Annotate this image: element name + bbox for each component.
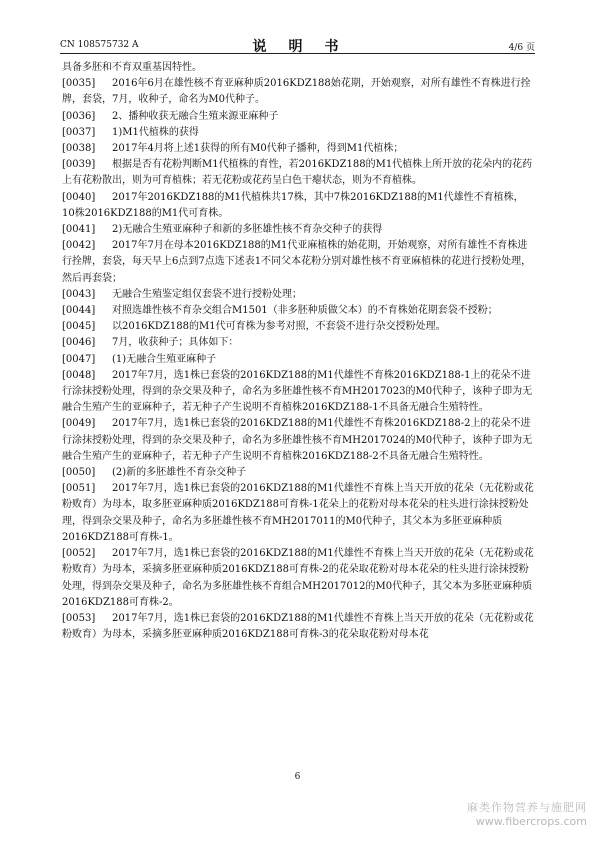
paragraph <box>62 319 536 335</box>
patent-number: CN 108575732 A <box>60 40 139 50</box>
paragraph <box>62 157 536 189</box>
paragraph <box>62 352 536 368</box>
paragraph-text: 2)无融合生殖亚麻种子和新的多胚雄性核不育杂交种子的获得 <box>112 224 383 236</box>
paragraph-text: 1)M1代植株的获得 <box>112 126 199 138</box>
paragraph <box>62 125 536 141</box>
paragraph-text: 2、播种收获无融合生殖来源亚麻种子 <box>112 110 279 122</box>
paragraph-text: 2017年2016KDZ188的M1代植株共17株，其中7株2016KDZ188的M1代雄性不育植株，10株2016KDZ188的M1代可育株。 <box>62 191 524 219</box>
paragraph-text: 2017年7月，选1株已套袋的2016KDZ188的M1代雄性不育株上当天开放的花朵（无花粉或花粉败育）为母本，采摘多胚亚麻种质2016KDZ188可育株-2的花朵取花粉对母本花朵的柱头进行涂抹授粉处理，得到杂交果及种子，命名为多胚雄性核不育组合MH2017012的M0代种子，其父本为多胚亚麻种质2016KDZ188可育株-2。 <box>62 548 534 608</box>
paragraph <box>62 368 536 417</box>
paragraph-text: 2016年6月在雄性核不育亚麻种质2016KDZ188始花期，开始观察，对所有雄性不育株进行拴牌，套袋，7月，收种子，命名为M0代种子。 <box>62 78 531 106</box>
paragraph-number: [0040] <box>62 191 96 203</box>
paragraph-text: 根据是否有花粉判断M1代植株的育性，若2016KDZ188的M1代植株上所开放的花朵内的花药上有花粉散出，则为可育植株；若无花粉或花药呈白色干瘪状态，则为不育植株。 <box>62 159 533 187</box>
watermark <box>467 799 587 828</box>
paragraph <box>62 222 536 238</box>
paragraph-number: [0048] <box>62 369 96 381</box>
paragraph <box>62 335 536 351</box>
paragraph-text: (2)新的多胚雄性不育杂交种子 <box>112 467 247 479</box>
paragraph-number: [0036] <box>62 110 96 122</box>
paragraph-number: [0042] <box>62 240 96 252</box>
paragraph <box>62 465 536 481</box>
paragraph-text: 2017年7月，选1株已套袋的2016KDZ188的M1代雄性不育株2016KDZ188-2上的花朵不进行涂抹授粉处理，得到的杂交果及种子，命名为多胚雄性核不育MH2017024的M0代种子，该种子即为无融合生殖产生的亚麻种子，若无种子产生说明不育植株2016KDZ188-2不具备无融合生殖特性。 <box>62 418 533 462</box>
paragraph <box>62 141 536 157</box>
paragraph-number: [0046] <box>62 337 96 349</box>
paragraph-number: [0045] <box>62 321 96 333</box>
paragraph-number: [0049] <box>62 418 96 430</box>
paragraph-text: (1)无融合生殖亚麻种子 <box>112 353 217 365</box>
paragraph-text: 2017年7月，选1株已套袋的2016KDZ188的M1代雄性不育株上当天开放的花朵（无花粉或花粉败育）为母本，取多胚亚麻种质2016KDZ188可育株-1花朵上的花粉对母本花朵的柱头进行涂抹授粉处理，得到杂交果及种子，命名为多胚雄性核不育MH2017011的M0代种子，其父本为多胚亚麻种质2016KDZ188可育株-1。 <box>62 483 534 543</box>
paragraph <box>62 416 536 465</box>
paragraph-number: [0035] <box>62 78 96 90</box>
paragraph-text: 2017年4月将上述1获得的所有M0代种子播种，得到M1代植株； <box>112 143 404 155</box>
watermark-title: 麻类作物营养与施肥网 <box>467 801 587 814</box>
paragraph-number: [0038] <box>62 143 96 155</box>
paragraph-number: [0044] <box>62 305 96 317</box>
paragraph-number: [0041] <box>62 224 96 236</box>
paragraph-text: 对照选雄性核不育杂交组合M1501（非多胚种质做父本）的不育株始花期套袋不授粉； <box>112 305 498 317</box>
paragraph-number: [0047] <box>62 353 96 365</box>
paragraph-text: 2017年7月在母本2016KDZ188的M1代亚麻植株的始花期，开始观察，对所有雄性不育株进行拴牌，套袋，每天早上6点到7点选下述表1不同父本花粉分别对雄性核不育亚麻植株的花进行授粉处理，然后再套袋； <box>62 240 532 284</box>
paragraph-number: [0039] <box>62 159 96 171</box>
paragraph <box>62 76 536 108</box>
paragraph <box>62 60 536 76</box>
paragraph-text: 7月，收获种子；具体如下： <box>112 337 239 349</box>
paragraph-text: 以2016KDZ188的M1代可育株为参考对照，不套袋不进行杂交授粉处理。 <box>112 321 446 333</box>
paragraph-number: [0050] <box>62 467 96 479</box>
document-body <box>62 60 536 643</box>
paragraph <box>62 287 536 303</box>
paragraph <box>62 303 536 319</box>
paragraph <box>62 190 536 222</box>
paragraph <box>62 238 536 287</box>
paragraph <box>62 109 536 125</box>
paragraph <box>62 481 536 546</box>
document-title: 说 明 书 <box>252 39 343 55</box>
paragraph-text: 无融合生殖鉴定组仅套袋不进行授粉处理； <box>112 288 302 300</box>
paragraph <box>62 546 536 611</box>
page-indicator: 4/6 页 <box>508 43 535 53</box>
header-rule <box>60 53 535 54</box>
paragraph-number: [0053] <box>62 612 96 624</box>
paragraph-number: [0051] <box>62 483 96 495</box>
page-number: 6 <box>294 772 301 782</box>
paragraph-number: [0037] <box>62 126 96 138</box>
watermark-url: www.fibercrops.com <box>475 815 587 828</box>
paragraph <box>62 611 536 643</box>
paragraph-text: 2017年7月，选1株已套袋的2016KDZ188的M1代雄性不育株2016KDZ188-1上的花朵不进行涂抹授粉处理，得到的杂交果及种子，命名为多胚雄性核不育MH2017023的M0代种子，该种子即为无融合生殖产生的亚麻种子，若无种子产生说明不育植株2016KDZ188-1不具备无融合生殖特性。 <box>62 369 533 414</box>
paragraph-number: [0043] <box>62 288 96 300</box>
paragraph-number: [0052] <box>62 548 96 560</box>
paragraph-text: 具备多胚和不育双重基因特性。 <box>62 62 202 73</box>
paragraph-text: 2017年7月，选1株已套袋的2016KDZ188的M1代雄性不育株上当天开放的花朵（无花粉或花粉败育）为母本，采摘多胚亚麻种质2016KDZ188可育株-3的花朵取花粉对母本花 <box>62 612 534 641</box>
